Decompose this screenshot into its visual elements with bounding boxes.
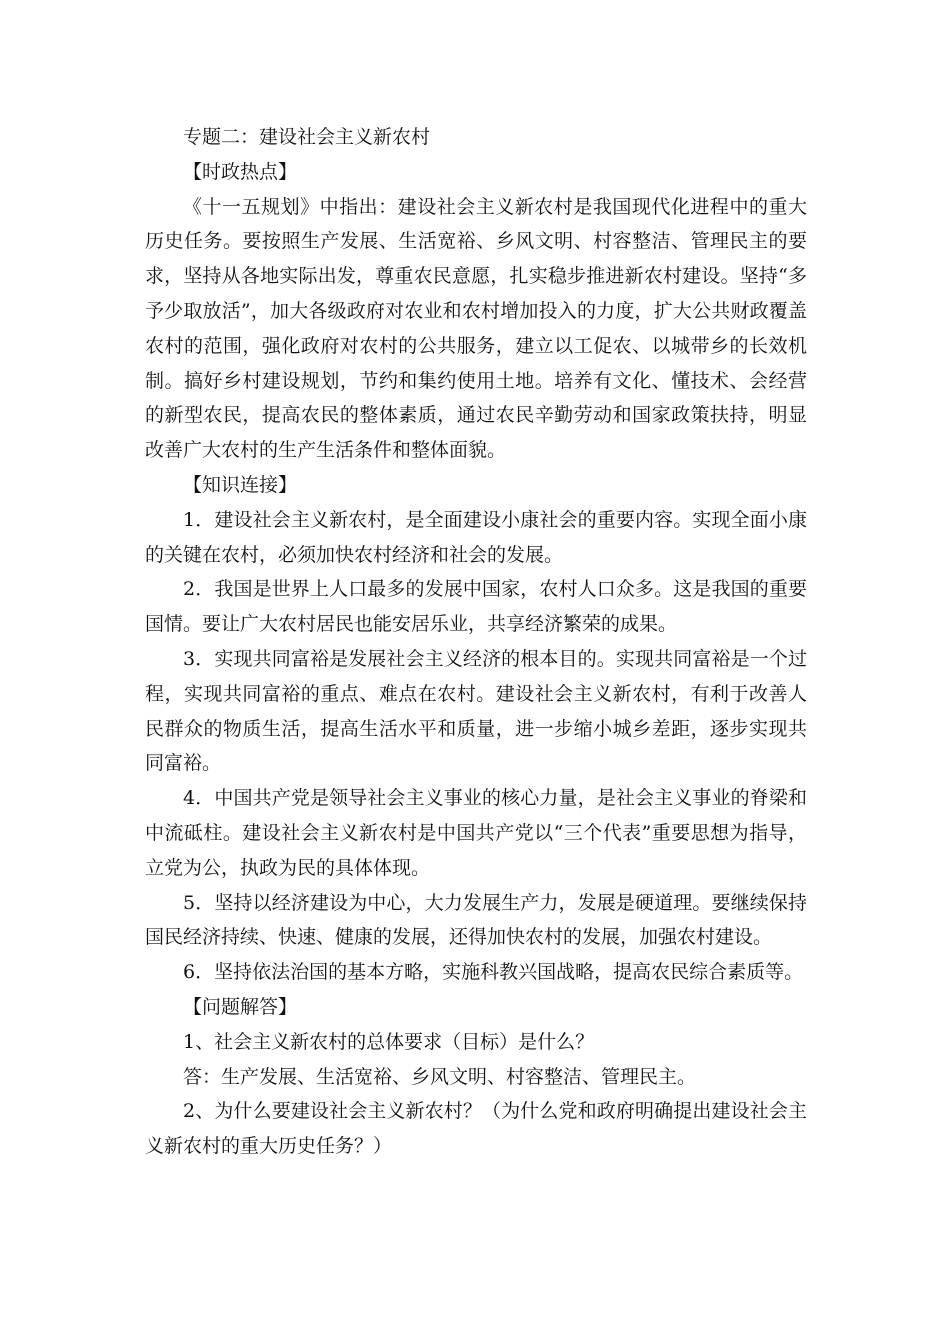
section-heading-qa: 【问题解答】: [183, 995, 298, 1018]
knowledge-item: 2．我国是世界上人口最多的发展中国家，农村人口众多。这是我国的重要国情。要让广大农村居民也能安居乐业，共享经济繁荣的成果。: [145, 578, 807, 636]
knowledge-item: 4．中国共产党是领导社会主义事业的核心力量，是社会主义事业的脊梁和中流砥柱。建设社会主义新农村是中国共产党以“三个代表”重要思想为指导，立党为公，执政为民的具体体现。: [145, 787, 807, 879]
section-heading-knowledge: 【知识连接】: [183, 473, 298, 496]
hot-topics-paragraph: 《十一五规划》中指出：建设社会主义新农村是我国现代化进程中的重大历史任务。要按照生产发展、生活宽裕、乡风文明、村容整洁、管理民主的要求，坚持从各地实际出发，尊重农民意愿，扎实稳步推进新农村建设。坚持“多予少取放活”，加大各级政府对农业和农村增加投入的力度，扩大公共财政覆盖农村的范围，强化政府对农村的公共服务，建立以工促农、以城带乡的长效机制。搞好乡村建设规划，节约和集约使用土地。培养有文化、懂技术、会经营的新型农民，提高农民的整体素质，通过农民辛勤劳动和国家政策扶持，明显改善广大农村的生产生活条件和整体面貌。: [145, 195, 807, 462]
knowledge-item: 3．实现共同富裕是发展社会主义经济的根本目的。实现共同富裕是一个过程，实现共同富裕的重点、难点在农村。建设社会主义新农村，有利于改善人民群众的物质生活，提高生活水平和质量，进一步缩小城乡差距，逐步实现共同富裕。: [145, 647, 807, 775]
section-heading-hot-topics: 【时政热点】: [183, 160, 298, 183]
knowledge-item: 5．坚持以经济建设为中心，大力发展生产力，发展是硬道理。要继续保持国民经济持续、快速、健康的发展，还得加快农村的发展，加强农村建设。: [145, 891, 807, 949]
question-1: 1、社会主义新农村的总体要求（目标）是什么？: [183, 1030, 595, 1053]
knowledge-item: 1．建设社会主义新农村，是全面建设小康社会的重要内容。实现全面小康的关键在农村，必须加快农村经济和社会的发展。: [145, 508, 807, 566]
answer-1: 答：生产发展、生活宽裕、乡风文明、村容整洁、管理民主。: [183, 1065, 697, 1088]
document-page: [145, 120, 807, 1164]
question-2: 2、为什么要建设社会主义新农村？（为什么党和政府明确提出建设社会主义新农村的重大历史任务？）: [145, 1100, 807, 1158]
document-title: 专题二：建设社会主义新农村: [183, 126, 431, 148]
knowledge-item: 6．坚持依法治国的基本方略，实施科教兴国战略，提高农民综合素质等。: [183, 961, 804, 984]
